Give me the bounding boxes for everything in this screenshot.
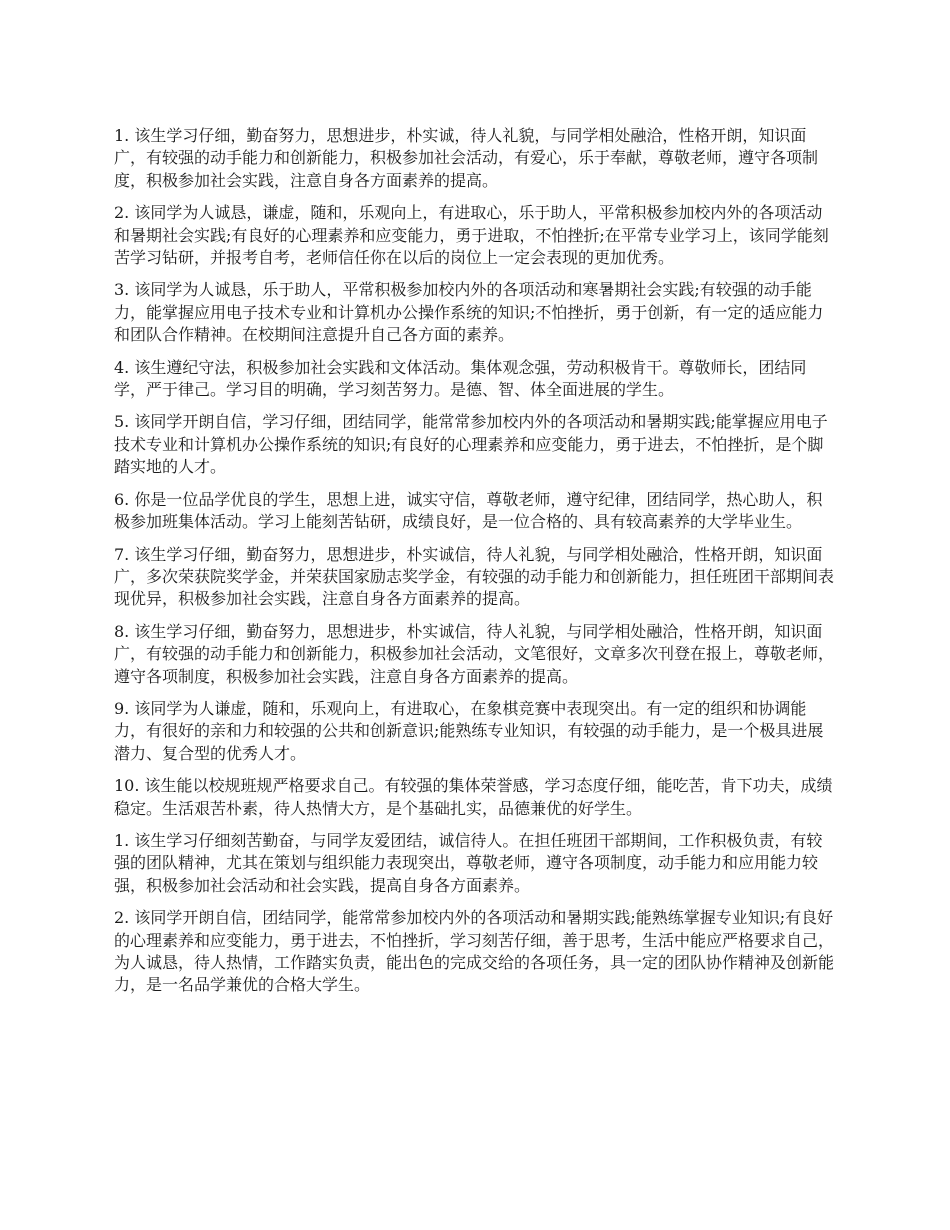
paragraph-10: 10. 该生能以校规班规严格要求自己。有较强的集体荣誉感，学习态度仔细，能吃苦，肯下功夫，成绩稳定。生活艰苦朴素，待人热情大方，是个基础扎实，品德兼优的好学生。 <box>114 776 833 818</box>
paragraph-9: 9. 该同学为人谦虚，随和，乐观向上，有进取心，在象棋竞赛中表现突出。有一定的组织和协调能力，有很好的亲和力和较强的公共和创新意识;能熟练专业知识，有较强的动手能力，是一个极具进展潜力、复合型的优秀人才。 <box>114 698 824 763</box>
paragraph-2: 2. 该同学为人诚恳，谦虚，随和，乐观向上，有进取心，乐于助人，平常积极参加校内外的各项活动和暑期社会实践;有良好的心理素养和应变能力，勇于进取，不怕挫折;在平常专业学习上，该同学能刻苦学习钻研，并报考自考，老师信任你在以后的岗位上一定会表现的更加优秀。 <box>114 203 829 268</box>
paragraph-11: 1. 该生学习仔细刻苦勤奋，与同学友爱团结，诚信待人。在担任班团干部期间，工作积极负责，有较强的团队精神，尤其在策划与组织能力表现突出，尊敬老师，遵守各项制度，动手能力和应用能力较强，积极参加社会活动和社会实践，提高自身各方面素养。 <box>114 830 823 895</box>
paragraph-3: 3. 该同学为人诚恳，乐于助人，平常积极参加校内外的各项活动和寒暑期社会实践;有较强的动手能力，能掌握应用电子技术专业和计算机办公操作系统的知识;不怕挫折，勇于创新，有一定的适应能力和团队合作精神。在校期间注意提升自己各方面的素养。 <box>114 280 824 345</box>
paragraph-5: 5. 该同学开朗自信，学习仔细，团结同学，能常常参加校内外的各项活动和暑期实践;能掌握应用电子技术专业和计算机办公操作系统的知识;有良好的心理素养和应变能力，勇于进去，不怕挫折，是个脚踏实地的人才。 <box>114 412 828 477</box>
paragraph-4: 4. 该生遵纪守法，积极参加社会实践和文体活动。集体观念强，劳动积极肯干。尊敬师长，团结同学，严于律己。学习目的明确，学习刻苦努力。是德、智、体全面进展的学生。 <box>114 357 807 400</box>
paragraph-7: 7. 该生学习仔细，勤奋努力，思想进步，朴实诚信，待人礼貌，与同学相处融洽，性格开朗，知识面广，多次荣获院奖学金，并荣获国家励志奖学金，有较强的动手能力和创新能力，担任班团干部期间表现优异，积极参加社会实践，注意自身各方面素养的提高。 <box>114 544 835 609</box>
paragraph-12: 2. 该同学开朗自信，团结同学，能常常参加校内外的各项活动和暑期实践;能熟练掌握专业知识;有良好的心理素养和应变能力，勇于进去，不怕挫折，学习刻苦仔细，善于思考，生活中能应严格要求自己，为人诚恳，待人热情，工作踏实负责，能出色的完成交给的各项任务，具一定的团队协作精神及创新能力，是一名品学兼优的合格大学生。 <box>114 908 835 995</box>
paragraph-8: 8. 该生学习仔细，勤奋努力，思想进步，朴实诚信，待人礼貌，与同学相处融洽，性格开朗，知识面广，有较强的动手能力和创新能力，积极参加社会活动，文笔很好，文章多次刊登在报上，尊敬老师，遵守各项制度，积极参加社会实践，注意自身各方面素养的提高。 <box>114 621 835 686</box>
paragraph-1: 1. 该生学习仔细，勤奋努力，思想进步，朴实诚，待人礼貌，与同学相处融洽，性格开朗，知识面广，有较强的动手能力和创新能力，积极参加社会活动，有爱心，乐于奉献，尊敬老师，遵守各项制度，积极参加社会实践，注意自身各方面素养的提高。 <box>114 126 819 190</box>
paragraph-6: 6. 你是一位品学优良的学生，思想上进，诚实守信，尊敬老师，遵守纪律，团结同学，热心助人，积极参加班集体活动。学习上能刻苦钻研，成绩良好，是一位合格的、具有较高素养的大学毕业生。 <box>114 489 823 532</box>
document-page <box>114 125 836 1007</box>
